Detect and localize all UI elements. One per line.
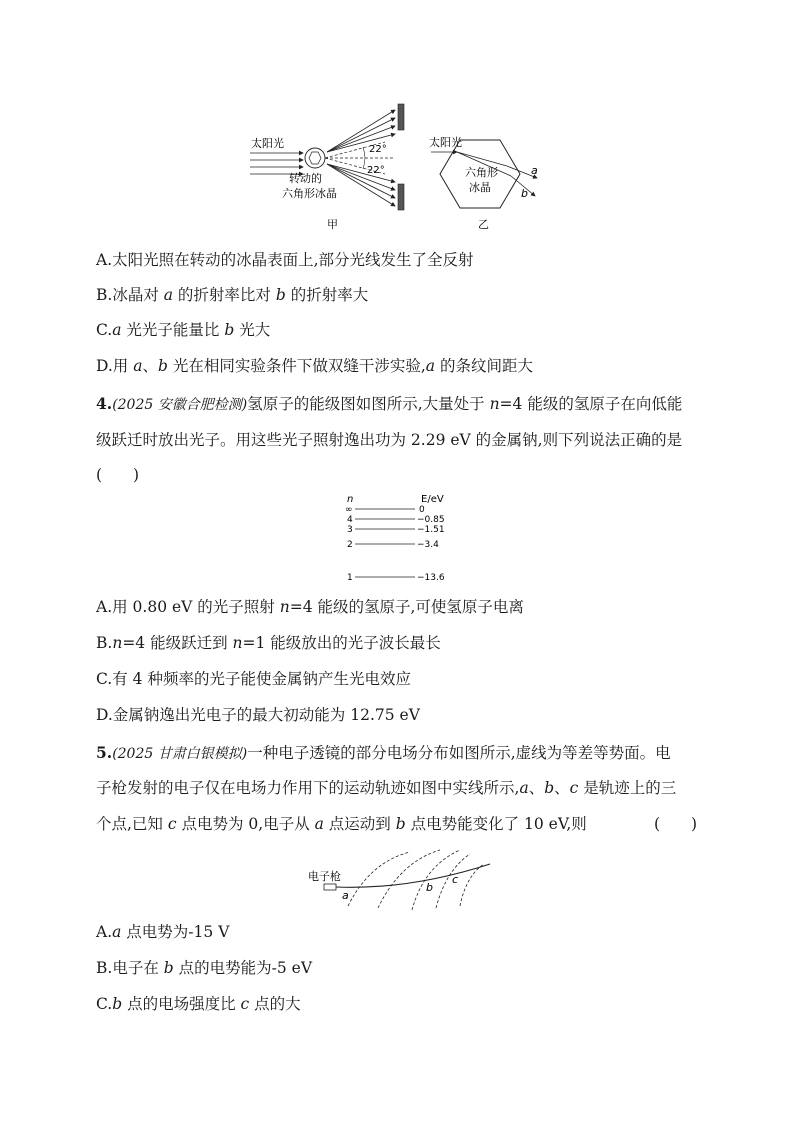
angle-top-label: 22° (369, 144, 387, 155)
crystal-label-left-2: 六角形冰晶 (282, 187, 337, 200)
electron-trajectory (336, 864, 490, 887)
q3-option-d[interactable]: D.用 a、b 光在相同实验条件下做双缝干涉实验,a 的条纹间距大 (96, 357, 533, 375)
crystal-label-right-1: 六角形 (465, 166, 498, 179)
screen-bottom (398, 184, 404, 210)
sunlight-label-left: 太阳光 (251, 137, 284, 150)
q4-stem-line2: 级跃迁时放出光子。用这些光子照射逸出功为 2.29 eV 的金属钠,则下列说法正确的是 (96, 431, 683, 449)
q4-answer-paren: ( ) (96, 466, 140, 484)
level-1 (347, 573, 445, 583)
ray-a-label: a (531, 164, 538, 177)
svg-text:−13.6: −13.6 (417, 573, 445, 583)
point-a-label: a (342, 889, 349, 902)
svg-text:−3.4: −3.4 (417, 540, 439, 550)
q3-option-c[interactable]: C.a 光光子能量比 b 光大 (96, 321, 271, 339)
point-c-label: c (452, 873, 459, 886)
level-inf (345, 505, 425, 515)
svg-text:1: 1 (347, 573, 353, 583)
q4-stem-line1: 4.(2025 安徽合肥检测)氢原子的能级图如图所示,大量处于 n=4 能级的氢原子在向低能 (96, 394, 683, 413)
level-4 (347, 515, 445, 525)
svg-text:3: 3 (347, 525, 353, 535)
crystal-label-left-1: 转动的 (289, 172, 322, 185)
screen-top (398, 104, 404, 130)
q5-stem-line2: 子枪发射的电子仅在电场力作用下的运动轨迹如图中实线所示,a、b、c 是轨迹上的三 (96, 779, 677, 797)
equipotential-lines (348, 850, 484, 910)
q5-source: (2025 甘肃白银模拟) (112, 746, 248, 762)
electron-gun-label: 电子枪 (308, 870, 341, 883)
svg-text:0: 0 (419, 505, 425, 515)
svg-text:∞: ∞ (345, 505, 353, 515)
rotating-crystal (305, 148, 325, 168)
svg-text:4: 4 (347, 515, 353, 525)
q5-option-a[interactable]: A.a 点电势为-15 V (96, 923, 230, 941)
svg-text:−1.51: −1.51 (417, 525, 445, 535)
svg-text:−0.85: −0.85 (417, 515, 445, 525)
q4-option-d[interactable]: D.金属钠逸出光电子的最大初动能为 12.75 eV (96, 706, 420, 724)
e-axis-label: E/eV (421, 494, 444, 505)
q5-number: 5. (96, 743, 113, 762)
q4-option-b[interactable]: B.n=4 能级跃迁到 n=1 能级放出的光子波长最长 (96, 634, 441, 652)
level-2 (347, 540, 439, 550)
ice-crystal-figure (245, 100, 575, 235)
q4-source: (2025 安徽合肥检测) (112, 397, 248, 413)
electron-lens-diagram (300, 842, 500, 912)
electron-gun (324, 884, 336, 890)
q4-number: 4. (96, 394, 113, 413)
ray-b-label: b (521, 187, 528, 200)
svg-text:2: 2 (347, 540, 353, 550)
q3-option-a[interactable]: A.太阳光照在转动的冰晶表面上,部分光线发生了全反射 (96, 251, 474, 269)
q5-option-b[interactable]: B.电子在 b 点的电势能为-5 eV (96, 959, 313, 977)
q5-answer-paren: ( ) (654, 815, 698, 833)
crystal-label-right-2: 冰晶 (469, 181, 491, 194)
energy-level-diagram (343, 490, 463, 590)
q4-option-c[interactable]: C.有 4 种频率的光子能使金属钠产生光电效应 (96, 670, 411, 688)
q5-option-c[interactable]: C.b 点的电场强度比 c 点的大 (96, 995, 301, 1013)
q5-stem-line1: 5.(2025 甘肃白银模拟)一种电子透镜的部分电场分布如图所示,虚线为等差等势面。电 (96, 743, 671, 762)
point-b-label: b (426, 881, 433, 894)
level-3 (347, 525, 445, 535)
caption-yi: 乙 (478, 218, 489, 231)
q3-option-b[interactable]: B.冰晶对 a 的折射率比对 b 的折射率大 (96, 286, 369, 304)
incident-rays-left (250, 153, 303, 174)
angle-bottom-label: 22° (367, 165, 385, 176)
q4-option-a[interactable]: A.用 0.80 eV 的光子照射 n=4 能级的氢原子,可使氢原子电离 (96, 598, 524, 616)
sunlight-label-right: 太阳光 (429, 136, 462, 149)
n-axis-label: n (347, 494, 354, 505)
caption-jia: 甲 (327, 218, 338, 231)
q5-stem-line3: 个点,已知 c 点电势为 0,电子从 a 点运动到 b 点电势能变化了 10 eV,则 (96, 815, 587, 833)
